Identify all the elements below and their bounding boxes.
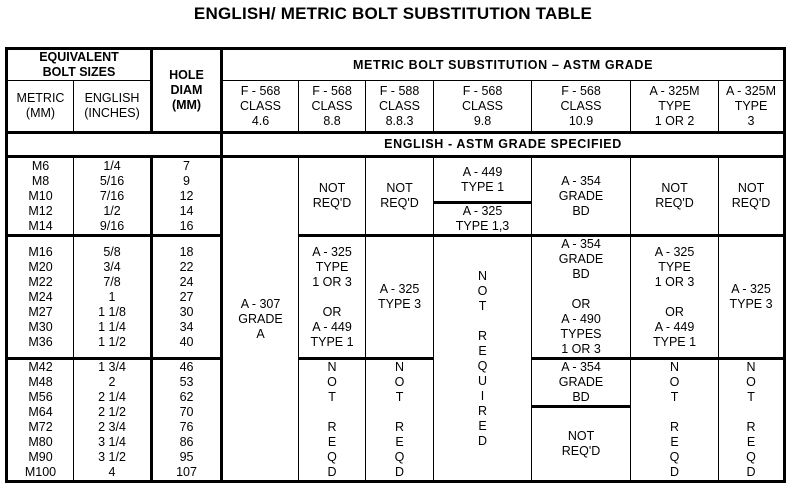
group1-metric-sizes: M6 M8 M10 M12 M14 xyxy=(7,157,74,236)
group2-a325m-1-2-cell: A - 325 TYPE 1 OR 3 OR A - 449 TYPE 1 xyxy=(631,236,719,359)
grade-f568-class-8-8: F - 568 CLASS 8.8 xyxy=(299,81,366,133)
grade-f568-class-4-6: F - 568 CLASS 4.6 xyxy=(222,81,299,133)
grade-f588-class-8-8-3: F - 588 CLASS 8.8.3 xyxy=(366,81,434,133)
group2-class-10-9-cell: A - 354 GRADE BD OR A - 490 TYPES 1 OR 3 xyxy=(532,236,631,359)
bolt-substitution-table xyxy=(5,47,786,483)
group1-class-9-8-top-cell: A - 449 TYPE 1 xyxy=(434,157,532,203)
hole-diameter-header: HOLE DIAM (MM) xyxy=(152,49,222,133)
page-title: ENGLISH/ METRIC BOLT SUBSTITUTION TABLE xyxy=(193,4,593,23)
group1-class-8-8-cell: NOT REQ'D xyxy=(299,157,366,236)
group1-class-8-8-3-cell: NOT REQ'D xyxy=(366,157,434,236)
group2-hole-diams: 18 22 24 27 30 34 40 xyxy=(152,236,222,359)
group2-a325m-3-cell: A - 325 TYPE 3 xyxy=(719,236,785,359)
grade-f568-class-10-9: F - 568 CLASS 10.9 xyxy=(532,81,631,133)
group3-metric-sizes: M42 M48 M56 M64 M72 M80 M90 M100 xyxy=(7,359,74,482)
group3-a325m-1-2-cell: N O T R E Q D xyxy=(631,359,719,482)
group1-class-10-9-cell: A - 354 GRADE BD xyxy=(532,157,631,236)
group1-a325m-3-cell: NOT REQ'D xyxy=(719,157,785,236)
group1-hole-diams: 7 9 12 14 16 xyxy=(152,157,222,236)
grade-a325m-type-1-or-2: A - 325M TYPE 1 OR 2 xyxy=(631,81,719,133)
metric-mm-header: METRIC (MM) xyxy=(7,81,74,133)
blank-spacer xyxy=(7,133,222,157)
group1-a325m-1-2-cell: NOT REQ'D xyxy=(631,157,719,236)
class-9-8-not-required-cell: N O T R E Q U I R E D xyxy=(434,236,532,482)
metric-substitution-header: METRIC BOLT SUBSTITUTION – ASTM GRADE xyxy=(222,49,785,81)
group3-class-8-8-cell: N O T R E Q D xyxy=(299,359,366,482)
group1-class-9-8-bottom-cell: A - 325 TYPE 1,3 xyxy=(434,203,532,236)
group2-class-8-8-3-cell: A - 325 TYPE 3 xyxy=(366,236,434,359)
english-specified-header: ENGLISH - ASTM GRADE SPECIFIED xyxy=(222,133,785,157)
group2-metric-sizes: M16 M20 M22 M24 M27 M30 M36 xyxy=(7,236,74,359)
group3-hole-diams: 46 53 62 70 76 86 95 107 xyxy=(152,359,222,482)
a307-grade-a-cell: A - 307 GRADE A xyxy=(222,157,299,482)
group2-class-8-8-cell: A - 325 TYPE 1 OR 3 OR A - 449 TYPE 1 xyxy=(299,236,366,359)
group2-english-sizes: 5/8 3/4 7/8 1 1 1/8 1 1/4 1 1/2 xyxy=(74,236,152,359)
group3-a325m-3-cell: N O T R E Q D xyxy=(719,359,785,482)
grade-a325m-type-3: A - 325M TYPE 3 xyxy=(719,81,785,133)
group3-class-10-9-top-cell: A - 354 GRADE BD xyxy=(532,359,631,407)
group3-english-sizes: 1 3/4 2 2 1/4 2 1/2 2 3/4 3 1/4 3 1/2 4 xyxy=(74,359,152,482)
group1-english-sizes: 1/4 5/16 7/16 1/2 9/16 xyxy=(74,157,152,236)
group3-class-10-9-bottom-cell: NOT REQ'D xyxy=(532,407,631,482)
grade-f568-class-9-8: F - 568 CLASS 9.8 xyxy=(434,81,532,133)
group3-class-8-8-3-cell: N O T R E Q D xyxy=(366,359,434,482)
english-inches-header: ENGLISH (INCHES) xyxy=(74,81,152,133)
equivalent-bolt-sizes-header: EQUIVALENT BOLT SIZES xyxy=(7,49,152,81)
